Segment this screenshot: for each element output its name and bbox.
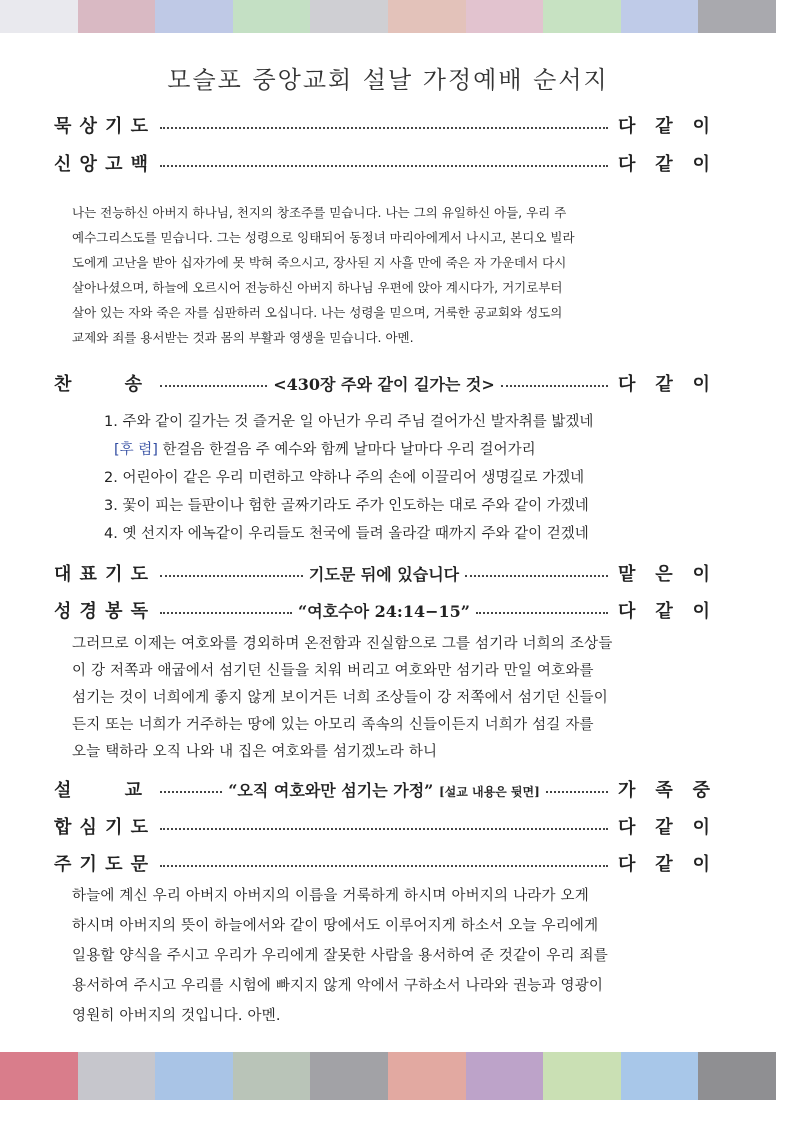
text-line: 용서하여 주시고 우리를 시험에 빠지지 않게 악에서 구하소서 나라와 권능과 영광이 <box>72 978 604 994</box>
performer-char: 중 <box>692 780 710 801</box>
performer-char: 은 <box>655 564 673 585</box>
text-line: 든지 또는 너희가 거주하는 땅에 있는 아모리 족속의 신들이든지 너희가 섬길 자를 <box>72 717 594 733</box>
order-performer <box>614 597 710 623</box>
performer-char: 이 <box>692 564 710 585</box>
band-segment <box>543 0 621 33</box>
label-char: 경 <box>79 601 97 622</box>
page-title: 모슬포 중앙교회 설날 가정예배 순서지 <box>167 66 609 94</box>
label-char: 독 <box>130 601 148 622</box>
order-unison-prayer <box>54 811 710 841</box>
sermon-title <box>228 778 540 801</box>
label-char: 신 <box>54 154 72 175</box>
order-label <box>54 370 154 396</box>
label-char: 성 <box>54 601 72 622</box>
band-segment <box>466 0 544 33</box>
order-representative-prayer <box>54 558 710 588</box>
order-performer <box>614 560 710 586</box>
performer-char: 이 <box>692 817 710 838</box>
text-line: 나는 전능하신 아버지 하나님, 천지의 창조주를 믿습니다. 나는 그의 유일하신 아들, 우리 주 <box>72 205 567 220</box>
order-performer <box>614 813 710 839</box>
text-line: 오늘 택하라 오직 나와 내 집은 여호와를 섬기겠노라 하니 <box>72 744 438 760</box>
text-line: 살아나셨으며, 하늘에 오르시어 전능하신 아버지 하나님 우편에 앉아 계시다가, 거기로부터 <box>72 280 563 295</box>
performer-char: 다 <box>618 854 636 875</box>
band-segment <box>621 0 699 33</box>
band-segment <box>0 0 78 33</box>
performer-char: 이 <box>692 154 710 175</box>
dotted-leader <box>546 789 608 793</box>
band-segment <box>78 1052 156 1100</box>
dotted-leader <box>476 610 608 614</box>
dotted-leader <box>160 163 608 167</box>
hymn-lyrics <box>104 408 724 548</box>
label-char: 기 <box>105 817 123 838</box>
order-performer <box>614 850 710 876</box>
top-decorative-band <box>0 0 776 33</box>
hymn-title: <430장 주와 같이 길가는 것> <box>273 374 495 394</box>
label-char: 설 <box>54 780 72 801</box>
label-char: 교 <box>124 780 142 801</box>
order-performer <box>614 150 710 176</box>
order-creed <box>54 148 710 178</box>
performer-char: 같 <box>655 374 673 395</box>
text-line: 그러므로 이제는 여호와를 경외하며 온전함과 진실함으로 그를 섬기라 너희의 조상들 <box>72 636 613 652</box>
label-char: 도 <box>105 854 123 875</box>
performer-char: 다 <box>618 154 636 175</box>
dotted-leader <box>501 383 608 387</box>
order-sermon <box>54 774 710 804</box>
band-segment <box>155 1052 233 1100</box>
label-char: 기 <box>105 116 123 137</box>
label-char: 봉 <box>105 601 123 622</box>
text-line: 예수그리스도를 믿습니다. 그는 성령으로 잉태되어 동정녀 마리아에게서 나시고, 본디오 빌라 <box>72 230 575 245</box>
bottom-decorative-band <box>0 1052 776 1100</box>
performer-char: 이 <box>692 116 710 137</box>
dotted-leader <box>160 125 608 129</box>
label-char: 도 <box>130 564 148 585</box>
performer-char: 맡 <box>618 564 636 585</box>
order-hymn <box>54 368 710 398</box>
scripture-reference: “여호수아 24:14−15” <box>298 601 470 621</box>
band-segment <box>698 0 776 33</box>
dotted-leader <box>160 573 303 577</box>
label-char: 도 <box>130 116 148 137</box>
text-line: 하늘에 계신 우리 아버지 아버지의 이름을 거룩하게 하시며 아버지의 나라가 오게 <box>72 888 589 904</box>
text-line: 섬기는 것이 너희에게 좋지 않게 보이거든 너희 조상들이 강 저쪽에서 섬기던 신들이 <box>72 690 608 706</box>
performer-char: 같 <box>655 154 673 175</box>
band-segment <box>388 0 466 33</box>
order-silent-prayer <box>54 110 710 140</box>
label-char: 기 <box>79 854 97 875</box>
band-segment <box>233 1052 311 1100</box>
text-line: 영원히 아버지의 것입니다. 아멘. <box>72 1008 281 1024</box>
chorus-text: 한걸음 한걸음 주 예수와 함께 날마다 날마다 우리 걸어가리 <box>162 442 536 458</box>
dotted-leader <box>160 789 222 793</box>
label-char: 앙 <box>79 154 97 175</box>
hymn-chorus <box>104 436 724 464</box>
label-char: 문 <box>130 854 148 875</box>
label-char: 심 <box>79 817 97 838</box>
performer-char: 다 <box>618 116 636 137</box>
dotted-leader <box>160 610 292 614</box>
label-char: 상 <box>79 116 97 137</box>
performer-char: 이 <box>692 601 710 622</box>
text-line: 일용할 양식을 주시고 우리가 우리에게 잘못한 사람을 용서하여 준 것같이 우리 죄를 <box>72 948 608 964</box>
hymn-verse: 1. 주와 같이 길가는 것 즐거운 일 아닌가 우리 주님 걸어가신 발자취를 밟겠네 <box>104 414 594 430</box>
order-label <box>54 150 154 176</box>
order-label <box>54 597 154 623</box>
label-char: 찬 <box>54 374 72 395</box>
performer-char: 같 <box>655 116 673 137</box>
band-segment <box>233 0 311 33</box>
band-segment <box>310 1052 388 1100</box>
text-line: 이 강 저쪽과 애굽에서 섬기던 신들을 치워 버리고 여호와만 섬기라 만일 여호와를 <box>72 663 594 679</box>
order-performer <box>614 112 710 138</box>
band-segment <box>155 0 233 33</box>
text-line: 살아 있는 자와 죽은 자를 심판하러 오십니다. 나는 성령을 믿으며, 거룩한 공교회와 성도의 <box>72 305 563 320</box>
order-performer <box>614 776 710 802</box>
label-char: 주 <box>54 854 72 875</box>
text-line: 하시며 아버지의 뜻이 하늘에서와 같이 땅에서도 이루어지게 하소서 오늘 우리에게 <box>72 918 599 934</box>
performer-char: 가 <box>618 780 636 801</box>
performer-char: 같 <box>655 854 673 875</box>
performer-char: 이 <box>692 374 710 395</box>
performer-char: 다 <box>618 374 636 395</box>
order-label <box>54 850 154 876</box>
order-label <box>54 560 154 586</box>
label-char: 백 <box>130 154 148 175</box>
text-line: 도에게 고난을 받아 십자가에 못 박혀 죽으시고, 장사된 지 사흘 만에 죽은 자 가운데서 다시 <box>72 255 567 270</box>
dotted-leader <box>160 826 608 830</box>
dotted-leader <box>465 573 608 577</box>
performer-char: 같 <box>655 601 673 622</box>
scripture-text <box>72 631 692 766</box>
hymn-verse: 4. 옛 선지자 에녹같이 우리들도 천국에 들려 올라갈 때까지 주와 같이 걷겠네 <box>104 526 589 542</box>
performer-char: 같 <box>655 817 673 838</box>
apostles-creed-text <box>72 200 692 350</box>
band-segment <box>310 0 388 33</box>
lords-prayer-text <box>72 881 692 1031</box>
label-char: 도 <box>130 817 148 838</box>
order-label <box>54 776 154 802</box>
band-segment <box>388 1052 466 1100</box>
performer-char: 다 <box>618 817 636 838</box>
dotted-leader <box>160 383 267 387</box>
order-scripture-reading <box>54 595 710 625</box>
text-line: 교제와 죄를 용서받는 것과 몸의 부활과 영생을 믿습니다. 아멘. <box>72 330 414 345</box>
performer-char: 이 <box>692 854 710 875</box>
band-segment <box>78 0 156 33</box>
sermon-note: [설교 내용은 뒷면] <box>438 784 540 799</box>
sermon-title-text: “오직 여호와만 섬기는 가정” <box>228 780 434 800</box>
label-char: 합 <box>54 817 72 838</box>
label-char: 묵 <box>54 116 72 137</box>
chorus-tag: [후 렴] <box>114 442 158 458</box>
band-segment <box>621 1052 699 1100</box>
band-segment <box>543 1052 621 1100</box>
band-segment <box>698 1052 776 1100</box>
order-performer <box>614 370 710 396</box>
label-char: 기 <box>105 564 123 585</box>
label-char: 표 <box>79 564 97 585</box>
label-char: 송 <box>124 374 142 395</box>
label-char: 대 <box>54 564 72 585</box>
band-segment <box>466 1052 544 1100</box>
prayer-note: 기도문 뒤에 있습니다 <box>308 564 460 584</box>
order-label <box>54 112 154 138</box>
performer-char: 족 <box>655 780 673 801</box>
label-char: 고 <box>105 154 123 175</box>
order-label <box>54 813 154 839</box>
order-lords-prayer <box>54 848 710 878</box>
performer-char: 다 <box>618 601 636 622</box>
dotted-leader <box>160 863 608 867</box>
hymn-verse: 3. 꽃이 피는 들판이나 험한 골짜기라도 주가 인도하는 대로 주와 같이 가겠네 <box>104 498 589 514</box>
hymn-verse: 2. 어린아이 같은 우리 미련하고 약하나 주의 손에 이끌리어 생명길로 가겠네 <box>104 470 585 486</box>
band-segment <box>0 1052 78 1100</box>
